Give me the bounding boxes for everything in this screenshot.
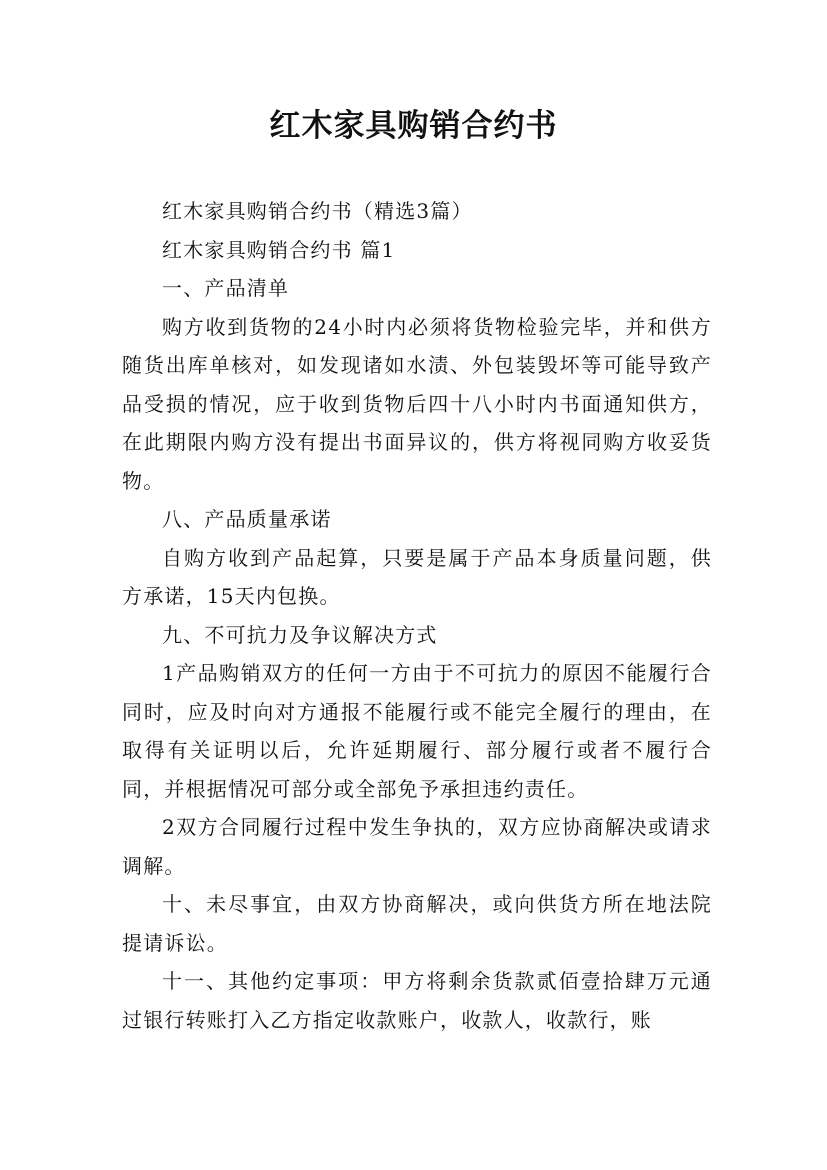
section-heading: 红木家具购销合约书 篇1 — [162, 237, 396, 262]
subtitle-paragraph: 红木家具购销合约书（精选3篇） — [162, 199, 473, 223]
clause-paragraph: 1产品购销双方的任何一方由于不可抗力的原因不能履行合同时，应及时向对方通报不能履行或不能完全履行的理由，在取得有关证明以后，允许延期履行、部分履行或者不履行合同，并根据情况可部分或全部免予承担违约责任。 — [122, 661, 712, 801]
clause-heading: 八、产品质量承诺 — [162, 507, 332, 531]
clause-paragraph: 自购方收到产品起算，只要是属于产品本身质量问题，供方承诺，15天内包换。 — [122, 545, 712, 608]
clause-paragraph: 2双方合同履行过程中发生争执的，双方应协商解决或请求调解。 — [122, 815, 712, 878]
clause-paragraph: 购方收到货物的24小时内必须将货物检验完毕，并和供方随货出库单核对，如发现诸如水渍、外包装毁坏等可能导致产品受损的情况，应于收到货物后四十八小时内书面通知供方，在此期限内购方没有提出书面异议的，供方将视同购方收妥货物。 — [122, 314, 712, 493]
document-body — [122, 192, 712, 1039]
document-title: 红木家具购销合约书 — [269, 108, 558, 144]
clause-paragraph: 十、未尽事宜，由双方协商解决，或向供货方所在地法院提请诉讼。 — [122, 892, 712, 955]
clause-heading: 一、产品清单 — [162, 276, 290, 300]
clause-heading: 九、不可抗力及争议解决方式 — [162, 622, 438, 647]
clause-paragraph: 十一、其他约定事项：甲方将剩余货款贰佰壹拾肆万元通过银行转账打入乙方指定收款账户，收款人，收款行，账 — [122, 969, 712, 1032]
